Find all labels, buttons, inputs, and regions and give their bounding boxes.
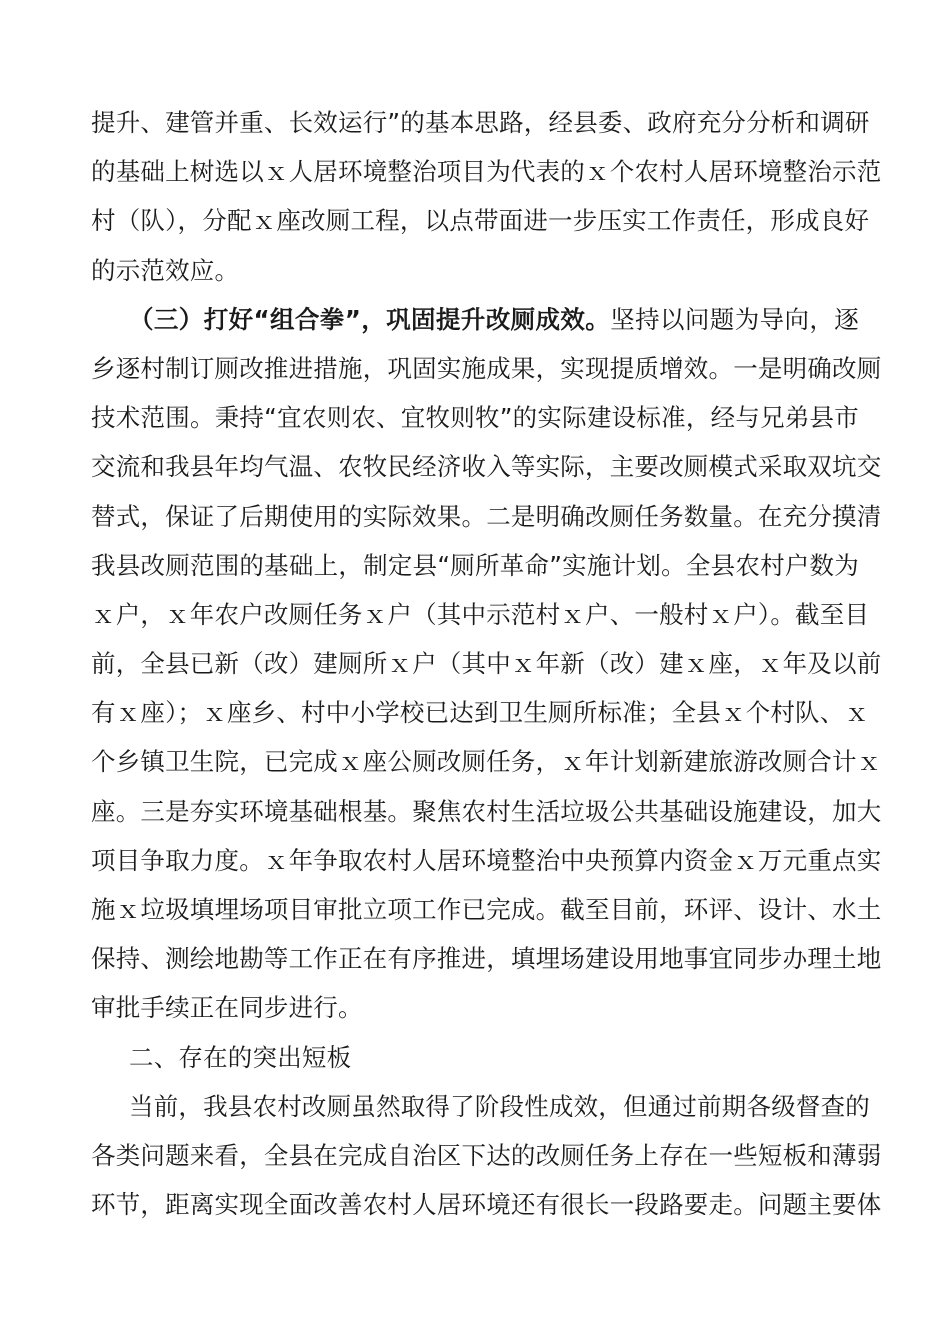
text-line: 座。三是夯实环境基础根基。聚焦农村生活垃圾公共基础设施建设，加大 bbox=[91, 796, 882, 826]
paragraph-combination bbox=[91, 295, 882, 1033]
text-line: 审批手续正在同步进行。 bbox=[91, 993, 363, 1023]
text-line: 有ｘ座）；ｘ座乡、村中小学校已达到卫生厕所标准；全县ｘ个村队、ｘ bbox=[91, 698, 870, 728]
text-line: 的示范效应。 bbox=[91, 255, 240, 285]
text-line: 村（队），分配ｘ座改厕工程，以点带面进一步压实工作责任，形成良好 bbox=[91, 206, 870, 236]
text-line: ｘ户，ｘ年农户改厕任务ｘ户（其中示范村ｘ户、一般村ｘ户）。截至目 bbox=[91, 599, 870, 629]
paragraph-continued bbox=[91, 98, 882, 295]
text-line: 提升、建管并重、长效运行”的基本思路，经县委、政府充分分析和调研 bbox=[91, 108, 870, 137]
text-line: 项目争取力度。ｘ年争取农村人居环境整治中央预算内资金ｘ万元重点实 bbox=[91, 845, 882, 875]
document-page bbox=[91, 98, 882, 1229]
paragraph-current bbox=[91, 1082, 882, 1230]
text-line bbox=[91, 295, 859, 344]
section-heading: 二、存在的突出短板 bbox=[129, 1042, 352, 1072]
text-line: 交流和我县年均气温、农牧民经济收入等实际，主要改厕模式采取双坑交 bbox=[91, 452, 882, 482]
paragraph-heading: （三）打好“组合拳”，巩固提升改厕成效。 bbox=[129, 304, 611, 334]
text-line: 环节，距离实现全面改善农村人居环境还有很长一段路要走。问题主要体 bbox=[91, 1190, 882, 1220]
text-line: 乡逐村制订厕改推进措施，巩固实施成果，实现提质增效。一是明确改厕 bbox=[91, 353, 882, 383]
text-line: 施ｘ垃圾填埋场项目审批立项工作已完成。截至目前，环评、设计、水土 bbox=[91, 895, 882, 924]
text-line: 技术范围。秉持“宜农则农、宜牧则牧”的实际建设标准，经与兄弟县市 bbox=[91, 403, 859, 433]
text-line: 各类问题来看，全县在完成自治区下达的改厕任务上存在一些短板和薄弱 bbox=[91, 1140, 882, 1170]
text-span: 坚持以问题为导向，逐 bbox=[610, 304, 860, 334]
text-line: 当前，我县农村改厕虽然取得了阶段性成效，但通过前期各级督查的 bbox=[129, 1091, 870, 1121]
text-line: 保持、测绘地勘等工作正在有序推进，填埋场建设用地事宜同步办理土地 bbox=[91, 944, 882, 974]
text-line: 前，全县已新（改）建厕所ｘ户（其中ｘ年新（改）建ｘ座，ｘ年及以前 bbox=[91, 649, 882, 679]
text-line: 个乡镇卫生院，已完成ｘ座公厕改厕任务，ｘ年计划新建旅游改厕合计ｘ bbox=[91, 747, 882, 777]
text-line: 我县改厕范围的基础上，制定县“厕所革命”实施计划。全县农村户数为 bbox=[91, 550, 859, 580]
text-line: 替式，保证了后期使用的实际效果。二是明确改厕任务数量。在充分摸清 bbox=[91, 501, 882, 531]
text-line: 的基础上树选以ｘ人居环境整治项目为代表的ｘ个农村人居环境整治示范 bbox=[91, 157, 882, 187]
